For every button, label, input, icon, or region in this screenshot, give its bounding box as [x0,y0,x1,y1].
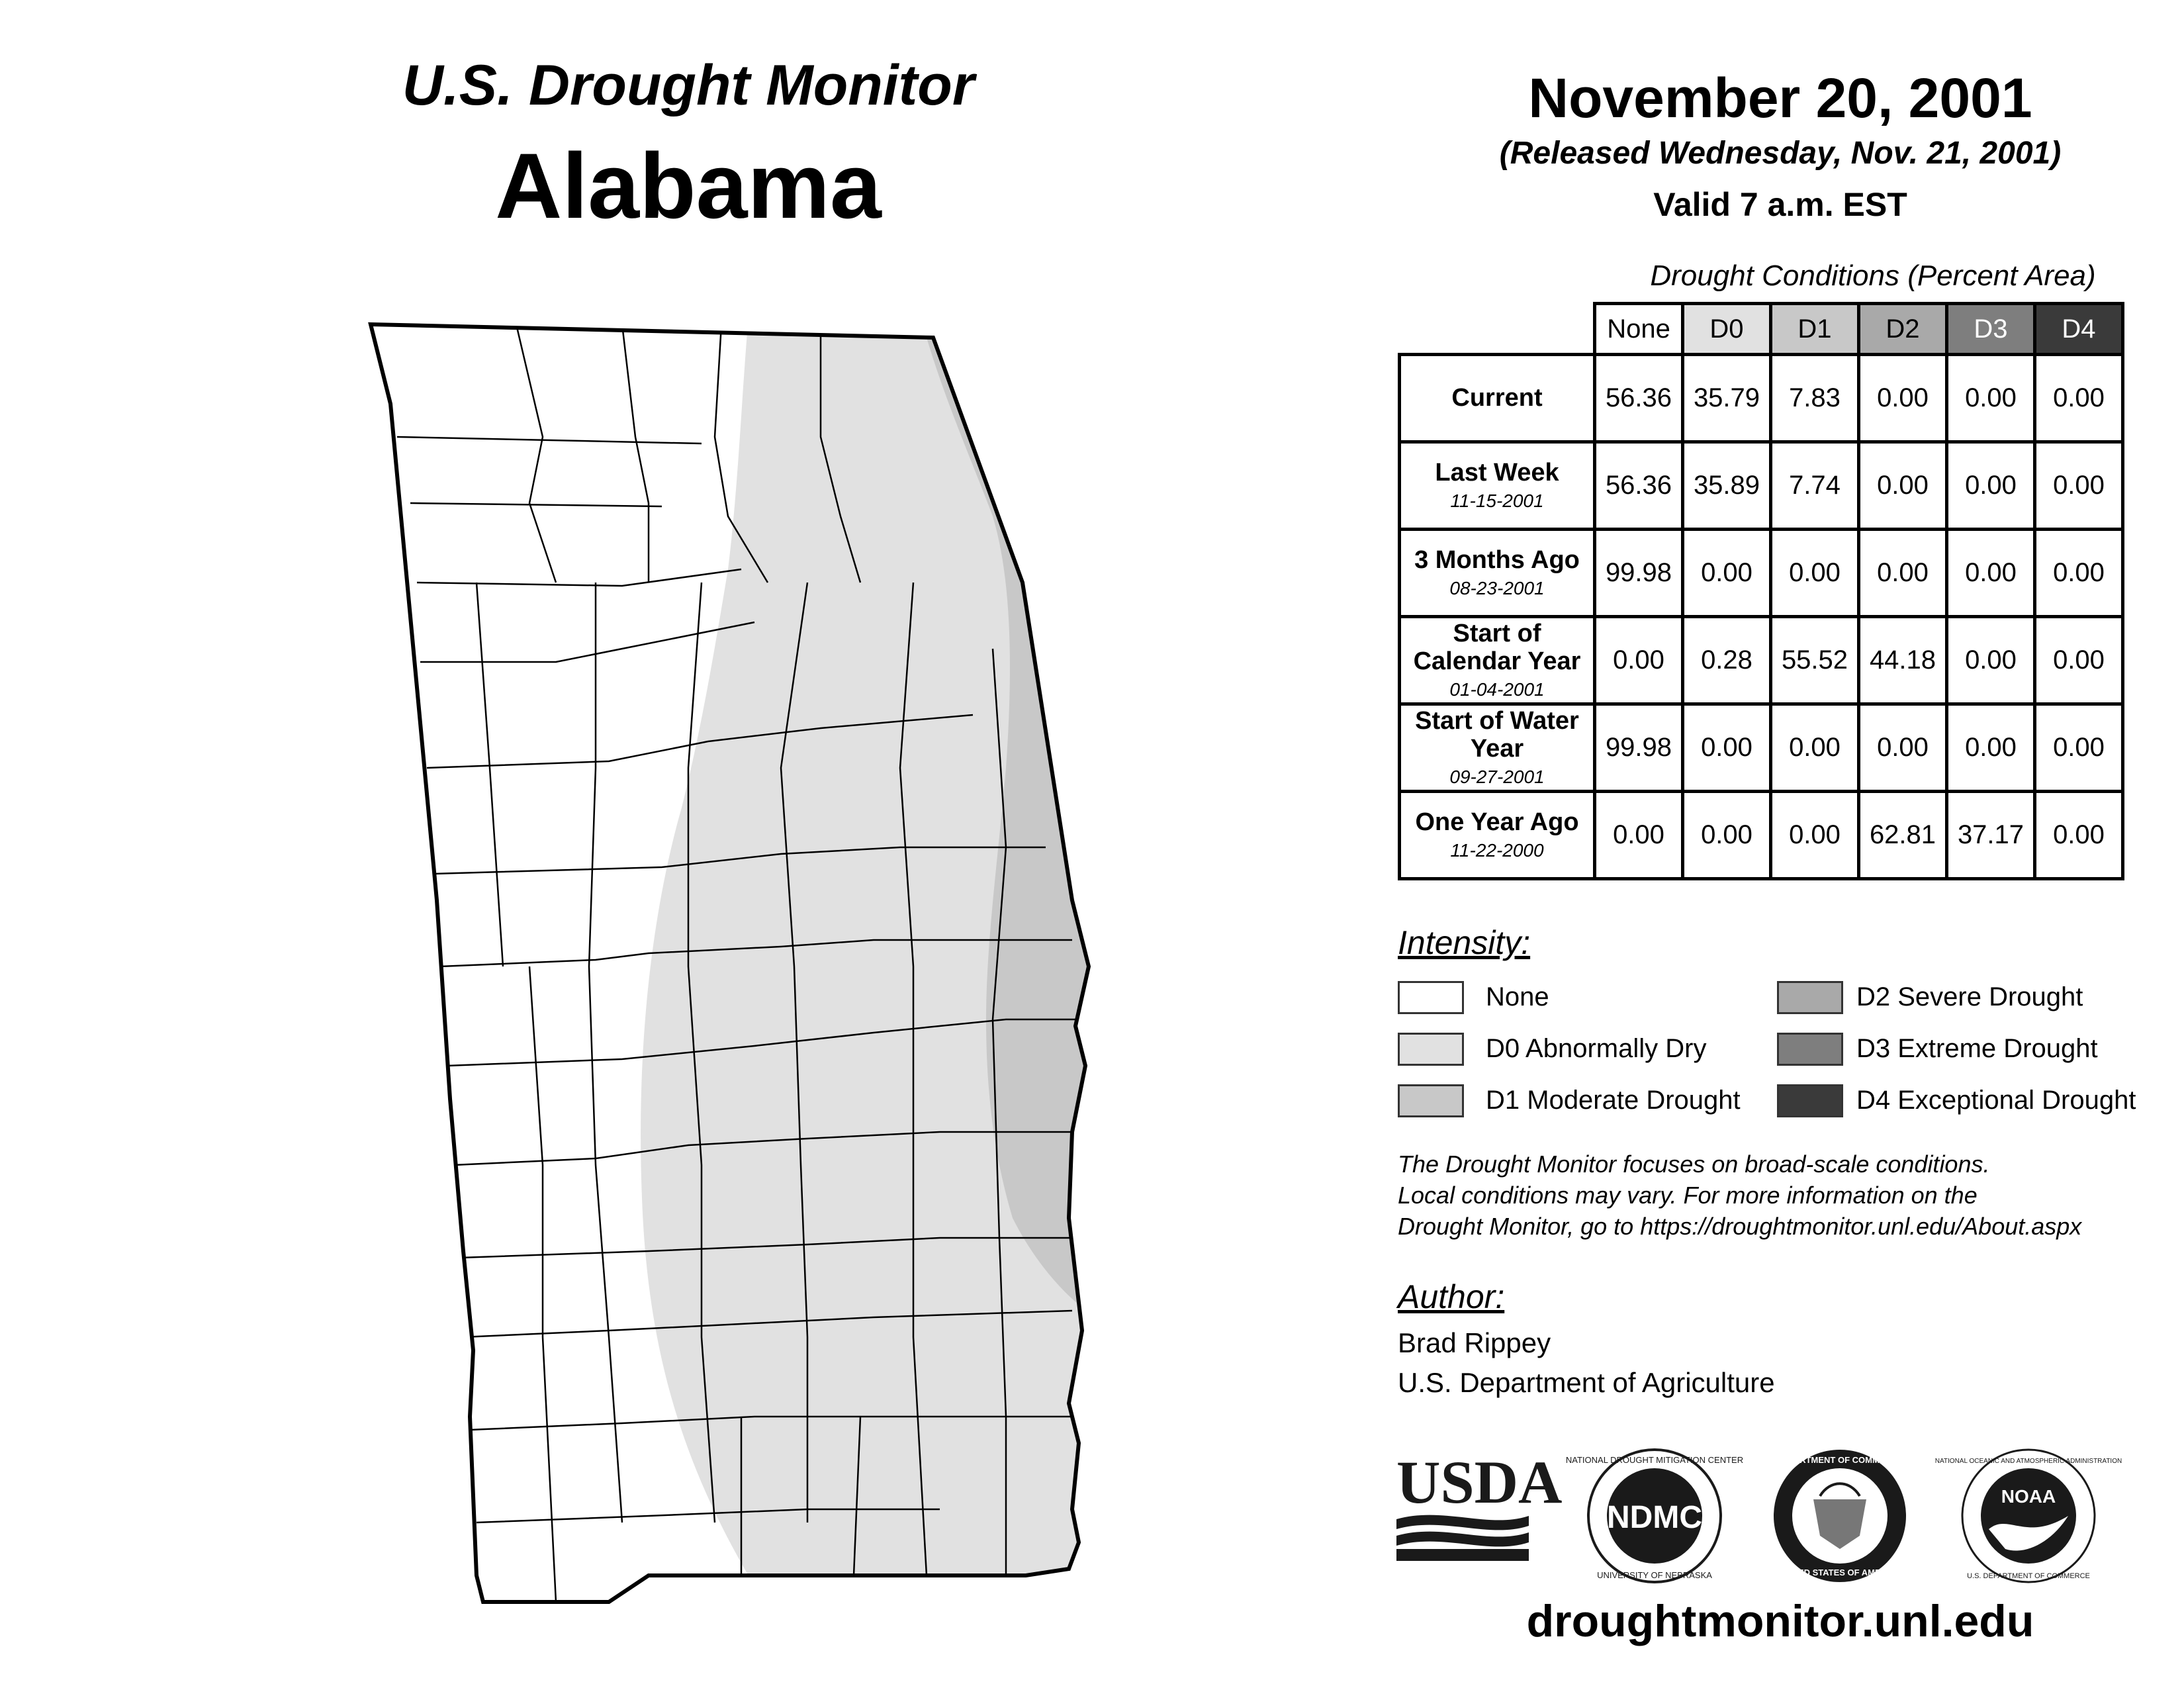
legend-swatch-none [1398,981,1464,1014]
table-row [1400,355,2123,442]
table-cell: 0.00 [1947,530,2035,617]
table-cell: 99.98 [1595,530,1683,617]
row-date: 01-04-2001 [1449,679,1545,700]
author-name: Brad Rippey [1398,1327,1551,1358]
legend-label-d0: D0 Abnormally Dry [1486,1034,1707,1063]
table-cell: 62.81 [1859,792,1947,879]
noaa-text: NOAA [2001,1486,2056,1507]
disclaimer-line: Local conditions may vary. For more information on the [1398,1182,1978,1209]
table-cell: 0.00 [1683,792,1771,879]
table-cell: 0.00 [2035,530,2123,617]
table-cell: 99.98 [1595,704,1683,792]
ndmc-logo [1566,1450,1743,1582]
table-cell: 0.28 [1683,617,1771,704]
state-name: Alabama [495,134,882,238]
row-label-text: Start of Water Year [1415,707,1579,763]
table-corner [1400,304,1595,355]
table-cell: 0.00 [1683,704,1771,792]
table-cell: 37.17 [1947,792,2035,879]
usda-text: USDA [1396,1448,1563,1516]
legend-swatch-d1 [1398,1084,1464,1117]
ndmc-ring-top: NATIONAL DROUGHT MITIGATION CENTER [1565,1455,1744,1465]
legend-label-d1: D1 Moderate Drought [1486,1086,1741,1115]
row-label [1400,792,1595,879]
legend-swatch-d3 [1777,1033,1843,1066]
legend-label-d2: D2 Severe Drought [1856,982,2083,1011]
col-header-d2: D2 [1859,304,1947,355]
table-cell: 55.52 [1771,617,1859,704]
row-label [1400,442,1595,530]
table-cell: 56.36 [1595,442,1683,530]
table-row [1400,530,2123,617]
col-header-d0: D0 [1683,304,1771,355]
col-header-d4: D4 [2035,304,2123,355]
valid-time: Valid 7 a.m. EST [1653,186,1907,223]
disclaimer-line: Drought Monitor, go to https://droughtmonitor.unl.edu/About.aspx [1398,1213,2082,1240]
row-date: 11-15-2001 [1450,491,1544,511]
table-cell: 0.00 [1947,617,2035,704]
release-date: (Released Wednesday, Nov. 21, 2001) [1499,136,2062,171]
table-cell: 0.00 [1683,530,1771,617]
row-label [1400,617,1595,704]
doc-ring-bottom: UNITED STATES OF AMERICA [1778,1568,1902,1577]
table-caption: Drought Conditions (Percent Area) [1650,259,2096,292]
legend-swatch-d2 [1777,981,1843,1014]
row-label-text: Current [1451,383,1543,412]
legend-title: Intensity: [1398,924,1531,961]
col-header-none: None [1595,304,1683,355]
table-cell: 0.00 [1595,617,1683,704]
table-cell: 0.00 [2035,704,2123,792]
footer-url-link[interactable]: droughtmonitor.unl.edu [1526,1596,2034,1646]
row-date: 08-23-2001 [1449,578,1545,598]
legend-label-d4: D4 Exceptional Drought [1856,1086,2136,1115]
disclaimer [1398,1149,2184,1242]
row-label-text: One Year Ago [1415,808,1579,837]
usda-logo [1396,1448,1562,1561]
row-date: 09-27-2001 [1449,766,1545,787]
doc-ring-top: DEPARTMENT OF COMMERCE [1776,1455,1903,1465]
table-cell: 0.00 [2035,355,2123,442]
doc-seal-logo [1774,1450,1906,1582]
alabama-drought-map [278,305,1112,1609]
table-cell: 0.00 [1859,704,1947,792]
row-label [1400,704,1595,792]
table-cell: 0.00 [1771,792,1859,879]
row-label-text: Last Week [1435,459,1559,487]
table-row [1400,704,2123,792]
row-label-text: Start of Calendar Year [1413,620,1581,676]
legend-swatch-d4 [1777,1084,1843,1117]
table-cell: 0.00 [1595,792,1683,879]
table-row [1400,792,2123,879]
table-cell: 0.00 [2035,792,2123,879]
legend-label-none: None [1486,982,1549,1011]
table-cell: 0.00 [2035,617,2123,704]
ndmc-ring-bottom: UNIVERSITY OF NEBRASKA [1597,1570,1712,1580]
author-title: Author: [1398,1278,1505,1315]
table-cell: 0.00 [1947,355,2035,442]
table-cell: 7.74 [1771,442,1859,530]
table-row [1400,617,2123,704]
legend-swatch-d0 [1398,1033,1464,1066]
table-cell: 0.00 [1947,442,2035,530]
noaa-logo [1935,1450,2122,1582]
map-date: November 20, 2001 [1528,67,2032,129]
col-header-d3: D3 [1947,304,2035,355]
table-cell: 35.79 [1683,355,1771,442]
table-row [1400,442,2123,530]
table-cell: 0.00 [1771,704,1859,792]
table-cell: 0.00 [1859,442,1947,530]
table-cell: 56.36 [1595,355,1683,442]
table-cell: 7.83 [1771,355,1859,442]
row-label-text: 3 Months Ago [1414,546,1580,575]
row-label [1400,355,1595,442]
noaa-ring-top: NATIONAL OCEANIC AND ATMOSPHERIC ADMINISTRATION [1934,1458,2122,1465]
table-cell: 0.00 [2035,442,2123,530]
table-cell: 0.00 [1859,530,1947,617]
row-label [1400,530,1595,617]
table-cell: 44.18 [1859,617,1947,704]
row-date: 11-22-2000 [1450,840,1544,861]
drought-conditions-table [1398,302,2124,880]
map-title: U.S. Drought Monitor [402,54,975,117]
table-cell: 0.00 [1771,530,1859,617]
agency-logos [1390,1443,2184,1589]
author-org: U.S. Department of Agriculture [1398,1367,1775,1398]
table-header-row [1400,304,2123,355]
table-cell: 0.00 [1947,704,2035,792]
legend-label-d3: D3 Extreme Drought [1856,1034,2098,1063]
disclaimer-line: The Drought Monitor focuses on broad-scale conditions. [1398,1150,1990,1178]
table-cell: 35.89 [1683,442,1771,530]
noaa-ring-bottom: U.S. DEPARTMENT OF COMMERCE [1967,1572,2090,1580]
ndmc-text: NDMC [1607,1500,1702,1535]
col-header-d1: D1 [1771,304,1859,355]
table-cell: 0.00 [1859,355,1947,442]
